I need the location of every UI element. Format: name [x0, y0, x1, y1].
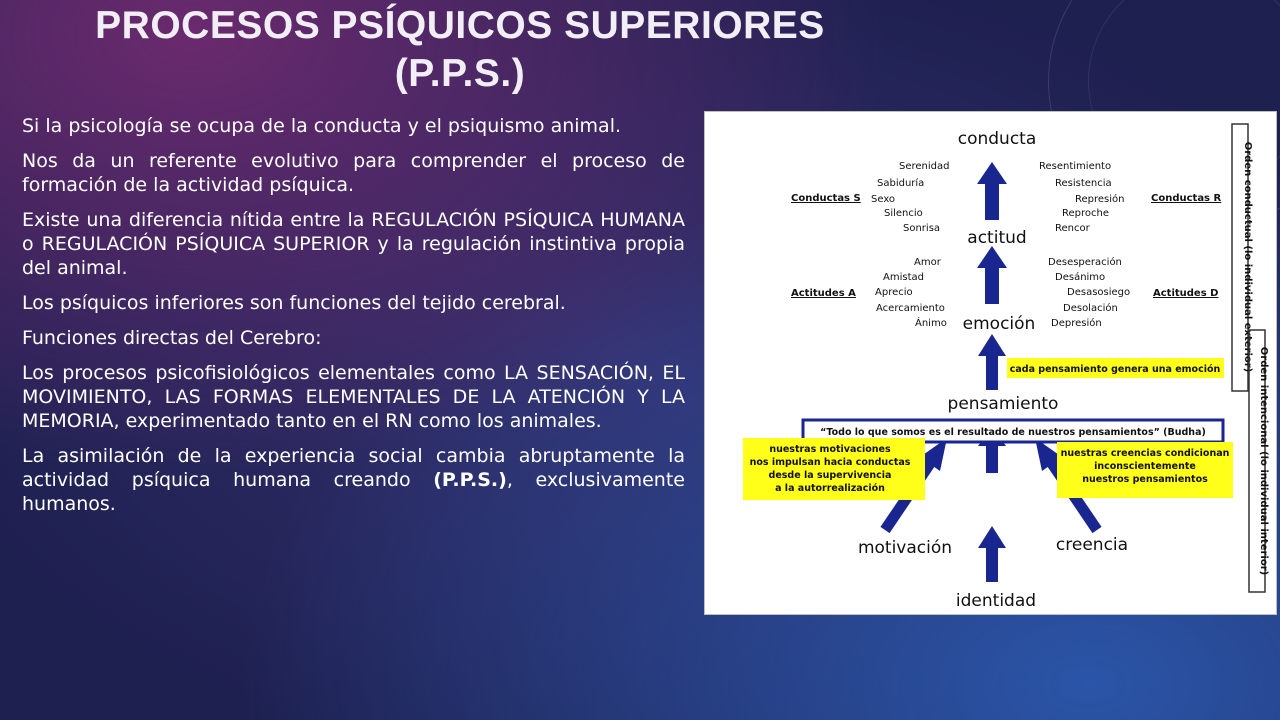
- pps-bold-text: (P.P.S.): [433, 469, 507, 491]
- side-label-bottom: Orden intencional (lo individual interior): [1258, 346, 1269, 576]
- conductas-s-label: Conductas S: [791, 193, 861, 204]
- motivation-note-line: nos impulsan hacia conductas: [749, 457, 911, 468]
- conductas-r-item: Resistencia: [1055, 178, 1112, 189]
- belief-note-line: nuestros pensamientos: [1082, 474, 1208, 485]
- arrow-to-emocion: [978, 334, 1006, 390]
- actitudes-a-item: Acercamiento: [876, 303, 945, 314]
- actitudes-a-item: Aprecio: [875, 287, 913, 298]
- slide-title: PROCESOS PSÍQUICOS SUPERIORES (P.P.S.): [95, 4, 825, 95]
- node-motivacion: motivación: [857, 538, 953, 558]
- diagram-figure: [704, 111, 1277, 615]
- node-creencia: creencia: [1055, 535, 1129, 555]
- motivation-note-line: desde la supervivencia: [768, 470, 892, 481]
- budha-quote: “Todo lo que somos es el resultado de nuestros pensamientos” (Budha): [820, 427, 1206, 438]
- motivation-note-line: nuestras motivaciones: [769, 444, 891, 455]
- paragraph: Existe una diferencia nítida entre la REGULACIÓN PSÍQUICA HUMANA o REGULACIÓN PSÍQUICA SUPERIOR y la regulación instintiva propia del animal.: [22, 209, 685, 279]
- belief-note-line: nuestras creencias condicionan: [1060, 448, 1230, 459]
- actitudes-a-item: Amistad: [883, 272, 924, 283]
- up-arrows: [977, 162, 1007, 582]
- paragraph: Si la psicología se ocupa de la conducta y el psiquismo animal.: [22, 115, 622, 137]
- conductas-s-item: Sexo: [871, 194, 896, 205]
- node-pensamiento: pensamiento: [947, 394, 1059, 414]
- paragraph: Los procesos psicofisiológicos elementales como LA SENSACIÓN, EL MOVIMIENTO, LAS FORMAS ELEMENTALES DE LA ATENCIÓN Y LA MEMORIA, experimentado tanto en el RN como los animales.: [22, 362, 685, 432]
- paragraph: Nos da un referente evolutivo para comprender el proceso de formación de la actividad psíquica.: [22, 150, 685, 196]
- motivation-note-line: a la autorrealización: [775, 483, 885, 494]
- actitudes-d-item: Desolación: [1063, 303, 1118, 314]
- paragraph-last: [22, 444, 685, 516]
- arrow-to-actitud: [977, 246, 1007, 304]
- actitudes-d-item: Depresión: [1051, 318, 1102, 329]
- arrow-to-conducta: [977, 162, 1007, 220]
- conductas-r-item: Resentimiento: [1039, 161, 1112, 172]
- conductas-r-item: Rencor: [1055, 223, 1090, 234]
- paragraph-text: La asimilación de la experiencia social cambia abruptamente la actividad psíquica humana creando: [22, 445, 685, 491]
- conductas-r-label: Conductas R: [1151, 193, 1222, 204]
- actitudes-a-item: Amor: [914, 257, 941, 268]
- node-emocion: emoción: [962, 314, 1036, 334]
- belief-note-line: inconscientemente: [1094, 461, 1196, 472]
- arrow-from-identidad: [978, 526, 1006, 582]
- node-identidad: identidad: [955, 591, 1037, 611]
- side-label-top: Orden conductual (lo individual exterior): [1242, 141, 1253, 373]
- actitudes-a-item: Ánimo: [915, 318, 947, 329]
- emotion-note: cada pensamiento genera una emoción: [1009, 364, 1221, 375]
- actitudes-a-label: Actitudes A: [791, 288, 856, 299]
- actitudes-d-label: Actitudes D: [1153, 288, 1219, 299]
- actitudes-d-item: Desánimo: [1055, 272, 1106, 283]
- paragraph: Funciones directas del Cerebro:: [22, 327, 322, 349]
- conductas-r-item: Represión: [1075, 194, 1125, 205]
- node-actitud: actitud: [967, 228, 1027, 248]
- conductas-s-item: Sabiduría: [877, 178, 925, 189]
- node-conducta: conducta: [957, 129, 1037, 149]
- conductas-s-item: Serenidad: [899, 161, 950, 172]
- paragraph: Los psíquicos inferiores son funciones del tejido cerebral.: [22, 292, 566, 314]
- conductas-s-item: Silencio: [884, 208, 923, 219]
- paragraph-text: , exclusivamente humanos.: [22, 469, 685, 515]
- actitudes-d-item: Desesperación: [1048, 257, 1122, 268]
- conductas-r-item: Reproche: [1062, 208, 1109, 219]
- conductas-s-item: Sonrisa: [903, 223, 941, 234]
- actitudes-d-item: Desasosiego: [1067, 287, 1131, 298]
- slide-body: [22, 114, 685, 527]
- diagram-svg: [705, 112, 1278, 616]
